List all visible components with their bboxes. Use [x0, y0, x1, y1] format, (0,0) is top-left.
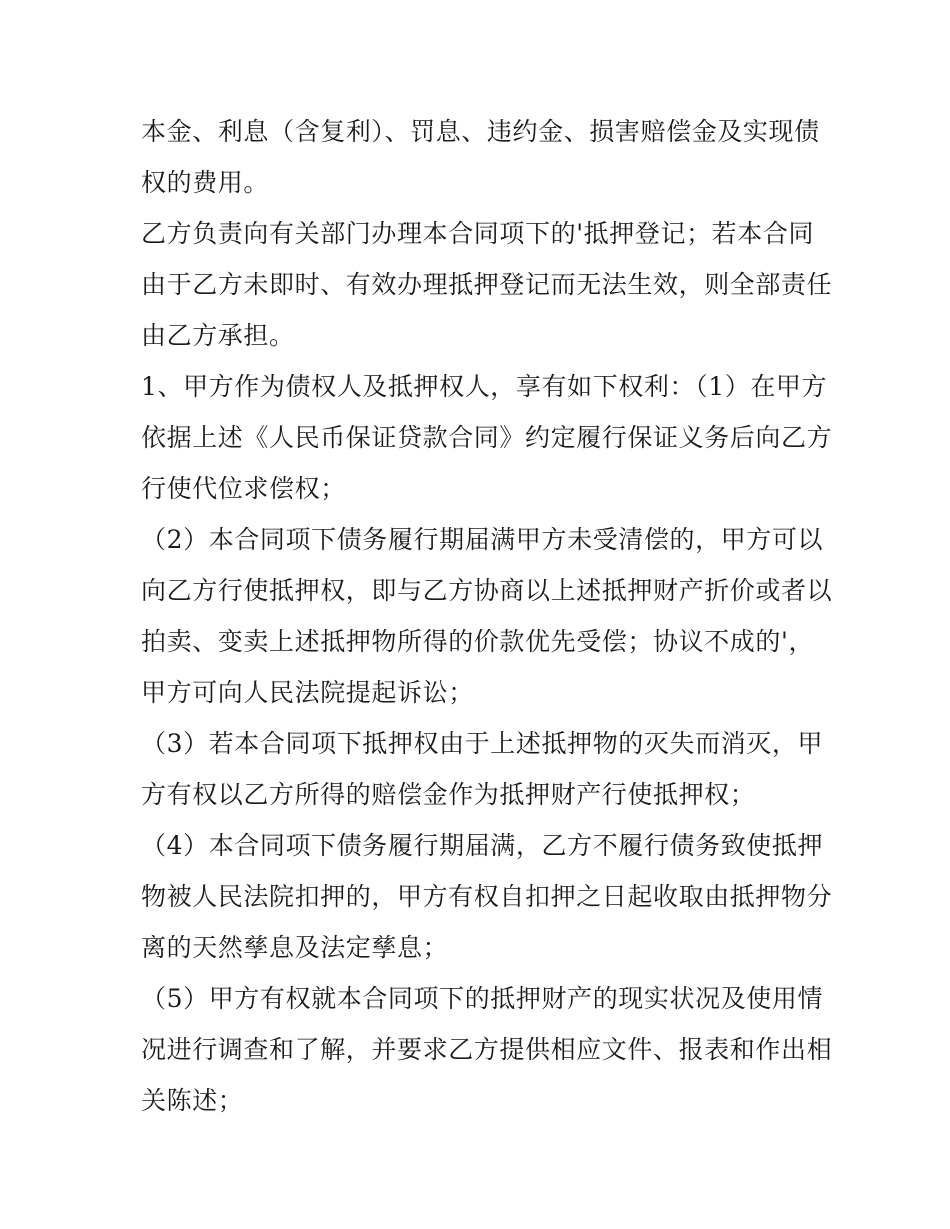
text-line: （3）若本合同项下抵押权由于上述抵押物的灭失而消灭，甲	[141, 729, 824, 758]
paragraph-item-3	[141, 718, 824, 820]
text-line: （2）本合同项下债务履行期届满甲方未受清偿的，甲方可以	[141, 525, 824, 554]
text-line: 由于乙方未即时、有效办理抵押登记而无法生效，则全部责任	[141, 270, 833, 299]
text-line: 拍卖、变卖上述抵押物所得的价款优先受偿；协议不成的'，	[141, 627, 815, 656]
text-line: 本金、利息（含复利）、罚息、违约金、损害赔偿金及实现债	[141, 117, 820, 146]
paragraph-item-4	[141, 820, 833, 973]
text-line: 行使代位求偿权；	[141, 474, 346, 503]
text-line: 甲方可向人民法院提起诉讼；	[141, 678, 474, 707]
text-line: 权的费用。	[141, 168, 270, 197]
text-line: 乙方负责向有关部门办理本合同项下的'抵押登记；若本合同	[141, 219, 815, 248]
text-line: 向乙方行使抵押权，即与乙方协商以上述抵押财产折价或者以	[141, 576, 833, 605]
paragraph-item-2	[141, 514, 833, 718]
document-body	[141, 106, 833, 1126]
paragraph-clause-1	[141, 361, 833, 514]
text-line: 离的天然孳息及法定孳息；	[141, 933, 449, 962]
text-line: 由乙方承担。	[141, 321, 295, 350]
text-line: 方有权以乙方所得的赔偿金作为抵押财产行使抵押权；	[141, 780, 756, 809]
text-line: （4）本合同项下债务履行期届满，乙方不履行债务致使抵押	[141, 831, 824, 860]
paragraph-mortgage-registration	[141, 208, 833, 361]
paragraph-item-5	[141, 973, 833, 1126]
text-line: 1、甲方作为债权人及抵押权人，享有如下权利：（1）在甲方	[141, 372, 828, 401]
text-line: 物被人民法院扣押的，甲方有权自扣押之日起收取由抵押物分	[141, 882, 833, 911]
paragraph-guarantee-scope	[141, 106, 821, 208]
text-line: 关陈述；	[141, 1086, 244, 1115]
text-line: 况进行调查和了解，并要求乙方提供相应文件、报表和作出相	[141, 1035, 833, 1064]
text-line: （5）甲方有权就本合同项下的抵押财产的现实状况及使用情	[141, 984, 824, 1013]
text-line: 依据上述《人民币保证贷款合同》约定履行保证义务后向乙方	[141, 423, 833, 452]
